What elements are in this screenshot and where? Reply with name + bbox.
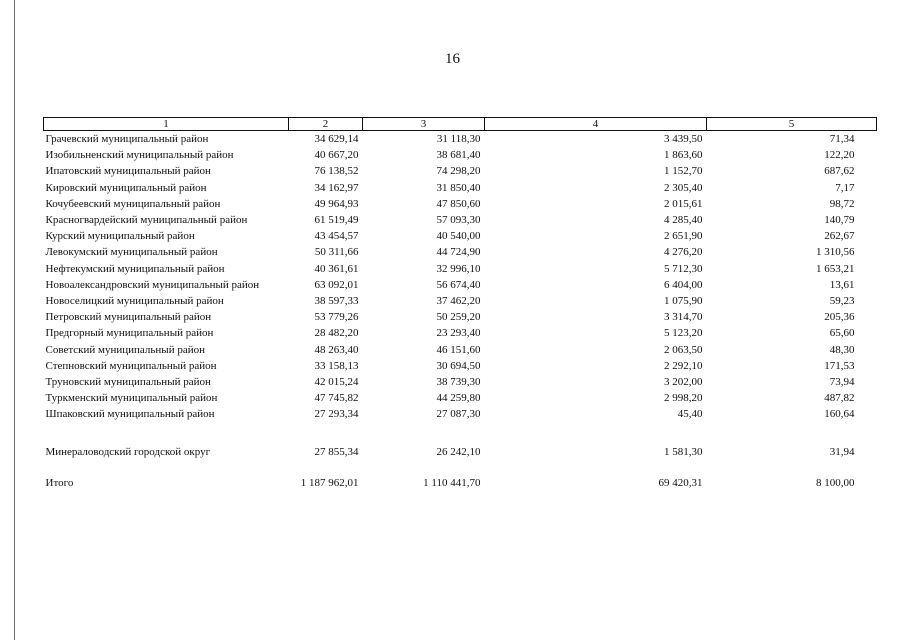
- okrug-col2: 27 855,34: [314, 446, 359, 459]
- district-col5: 98,72: [829, 197, 855, 210]
- table-row: [44, 293, 877, 309]
- total-col2: 1 187 962,01: [300, 476, 359, 489]
- district-col4: 4 276,20: [664, 246, 703, 259]
- district-col2: 33 158,13: [314, 359, 359, 372]
- district-col5: 13,61: [829, 278, 855, 291]
- district-col4: 3 314,70: [664, 311, 703, 324]
- district-name: Предгорный муниципальный район: [45, 327, 214, 340]
- district-col3: 56 674,40: [436, 278, 481, 291]
- total-spacer: [44, 461, 877, 475]
- column-header: 3: [363, 118, 485, 131]
- total-row: [44, 475, 877, 491]
- district-name: Ипатовский муниципальный район: [45, 165, 211, 178]
- district-col2: 40 361,61: [314, 262, 359, 275]
- district-col3: 31 118,30: [436, 133, 481, 146]
- okrug-col4: 1 581,30: [664, 446, 703, 459]
- district-col3: 38 739,30: [436, 375, 481, 388]
- district-col2: 27 293,34: [314, 408, 359, 421]
- district-name: Новоалександровский муниципальный район: [45, 278, 260, 291]
- district-col3: 30 694,50: [436, 359, 481, 372]
- district-col5: 262,67: [824, 230, 855, 243]
- district-name: Туркменский муниципальный район: [45, 392, 218, 405]
- district-name: Курский муниципальный район: [45, 230, 195, 243]
- district-name: Грачевский муниципальный район: [45, 133, 209, 146]
- district-col3: 31 850,40: [436, 181, 481, 194]
- district-name: Кочубеевский муниципальный район: [45, 197, 221, 210]
- district-name: Петровский муниципальный район: [45, 311, 212, 324]
- district-name: Изобильненский муниципальный район: [45, 149, 234, 162]
- district-name: Нефтекумский муниципальный район: [45, 262, 225, 275]
- district-col4: 4 285,40: [664, 214, 703, 227]
- okrug-col5: 31,94: [829, 446, 855, 459]
- district-col4: 2 015,61: [664, 197, 703, 210]
- table-row: [44, 309, 877, 325]
- district-col2: 63 092,01: [314, 278, 359, 291]
- district-col2: 53 779,26: [314, 311, 359, 324]
- column-header: 1: [44, 118, 289, 131]
- district-col2: 61 519,49: [314, 214, 359, 227]
- district-col3: 40 540,00: [436, 230, 481, 243]
- district-name: Степновский муниципальный район: [45, 359, 217, 372]
- column-header: 2: [289, 118, 363, 131]
- district-col2: 76 138,52: [314, 165, 359, 178]
- table-row: [44, 196, 877, 212]
- district-col4: 5 123,20: [664, 327, 703, 340]
- table-row: [44, 212, 877, 228]
- table-row: [44, 180, 877, 196]
- district-col4: 5 712,30: [664, 262, 703, 275]
- table-row: [44, 374, 877, 390]
- district-col2: 50 311,66: [314, 246, 359, 259]
- district-col2: 34 629,14: [314, 133, 359, 146]
- district-col5: 65,60: [829, 327, 855, 340]
- table-row: [44, 163, 877, 179]
- district-name: Труновский муниципальный район: [45, 375, 211, 388]
- district-col4: 6 404,00: [664, 278, 703, 291]
- district-col5: 7,17: [835, 181, 855, 194]
- okrug-spacer: [44, 422, 877, 444]
- district-col4: 3 439,50: [664, 133, 703, 146]
- total-col4: 69 420,31: [658, 476, 703, 489]
- district-col4: 1 863,60: [664, 149, 703, 162]
- district-col3: 37 462,20: [436, 294, 481, 307]
- district-col5: 205,36: [824, 311, 855, 324]
- district-col5: 140,79: [824, 214, 855, 227]
- table-row: [44, 277, 877, 293]
- district-col4: 45,40: [677, 408, 703, 421]
- district-col2: 28 482,20: [314, 327, 359, 340]
- total-col3: 1 110 441,70: [423, 476, 481, 489]
- district-name: Шпаковский муниципальный район: [45, 408, 215, 421]
- table-row: [44, 390, 877, 406]
- district-col5: 487,82: [824, 392, 855, 405]
- table-row: [44, 341, 877, 357]
- budget-table: [43, 117, 877, 491]
- table-row: [44, 406, 877, 422]
- district-col3: 27 087,30: [436, 408, 481, 421]
- total-label: Итого: [45, 476, 74, 489]
- district-col3: 50 259,20: [436, 311, 481, 324]
- district-col5: 171,53: [824, 359, 855, 372]
- district-col3: 46 151,60: [436, 343, 481, 356]
- district-col5: 73,94: [829, 375, 855, 388]
- district-col5: 71,34: [829, 133, 855, 146]
- district-col4: 1 152,70: [664, 165, 703, 178]
- district-col4: 2 292,10: [664, 359, 703, 372]
- table-row: [44, 244, 877, 260]
- table-body: [44, 131, 877, 491]
- district-col5: 1 653,21: [816, 262, 855, 275]
- district-col4: 2 651,90: [664, 230, 703, 243]
- district-col3: 23 293,40: [436, 327, 481, 340]
- okrug-row: [44, 444, 877, 460]
- total-col5: 8 100,00: [816, 476, 855, 489]
- district-col5: 160,64: [824, 408, 855, 421]
- district-col5: 59,23: [829, 294, 855, 307]
- district-col3: 38 681,40: [436, 149, 481, 162]
- district-col4: 1 075,90: [664, 294, 703, 307]
- district-col5: 122,20: [824, 149, 855, 162]
- okrug-col3: 26 242,10: [436, 446, 481, 459]
- okrug-name: Минераловодский городской округ: [45, 446, 211, 459]
- district-col2: 40 667,20: [314, 149, 359, 162]
- district-col4: 3 202,00: [664, 375, 703, 388]
- district-name: Советский муниципальный район: [45, 343, 205, 356]
- district-col2: 47 745,82: [314, 392, 359, 405]
- district-col5: 687,62: [824, 165, 855, 178]
- column-header: 4: [485, 118, 707, 131]
- district-name: Новоселицкий муниципальный район: [45, 294, 224, 307]
- district-name: Кировский муниципальный район: [45, 181, 207, 194]
- table-row: [44, 228, 877, 244]
- district-col5: 48,30: [829, 343, 855, 356]
- table-row: [44, 147, 877, 163]
- header-row: [44, 118, 877, 131]
- district-col2: 38 597,33: [314, 294, 359, 307]
- table-row: [44, 358, 877, 374]
- district-col3: 32 996,10: [436, 262, 481, 275]
- district-name: Левокумский муниципальный район: [45, 246, 218, 259]
- district-col3: 47 850,60: [436, 197, 481, 210]
- district-name: Красногвардейский муниципальный район: [45, 214, 248, 227]
- district-col2: 42 015,24: [314, 375, 359, 388]
- district-col3: 44 724,90: [436, 246, 481, 259]
- page-number: 16: [445, 51, 460, 67]
- district-col3: 74 298,20: [436, 165, 481, 178]
- left-margin-line: [14, 0, 15, 640]
- district-col5: 1 310,56: [816, 246, 855, 259]
- table-row: [44, 325, 877, 341]
- district-col2: 43 454,57: [314, 230, 359, 243]
- district-col4: 2 063,50: [664, 343, 703, 356]
- district-col3: 44 259,80: [436, 392, 481, 405]
- district-col4: 2 998,20: [664, 392, 703, 405]
- table-row: [44, 131, 877, 148]
- district-col2: 49 964,93: [314, 197, 359, 210]
- district-col4: 2 305,40: [664, 181, 703, 194]
- district-col2: 48 263,40: [314, 343, 359, 356]
- column-header: 5: [707, 118, 877, 131]
- table-row: [44, 261, 877, 277]
- district-col3: 57 093,30: [436, 214, 481, 227]
- district-col2: 34 162,97: [314, 181, 359, 194]
